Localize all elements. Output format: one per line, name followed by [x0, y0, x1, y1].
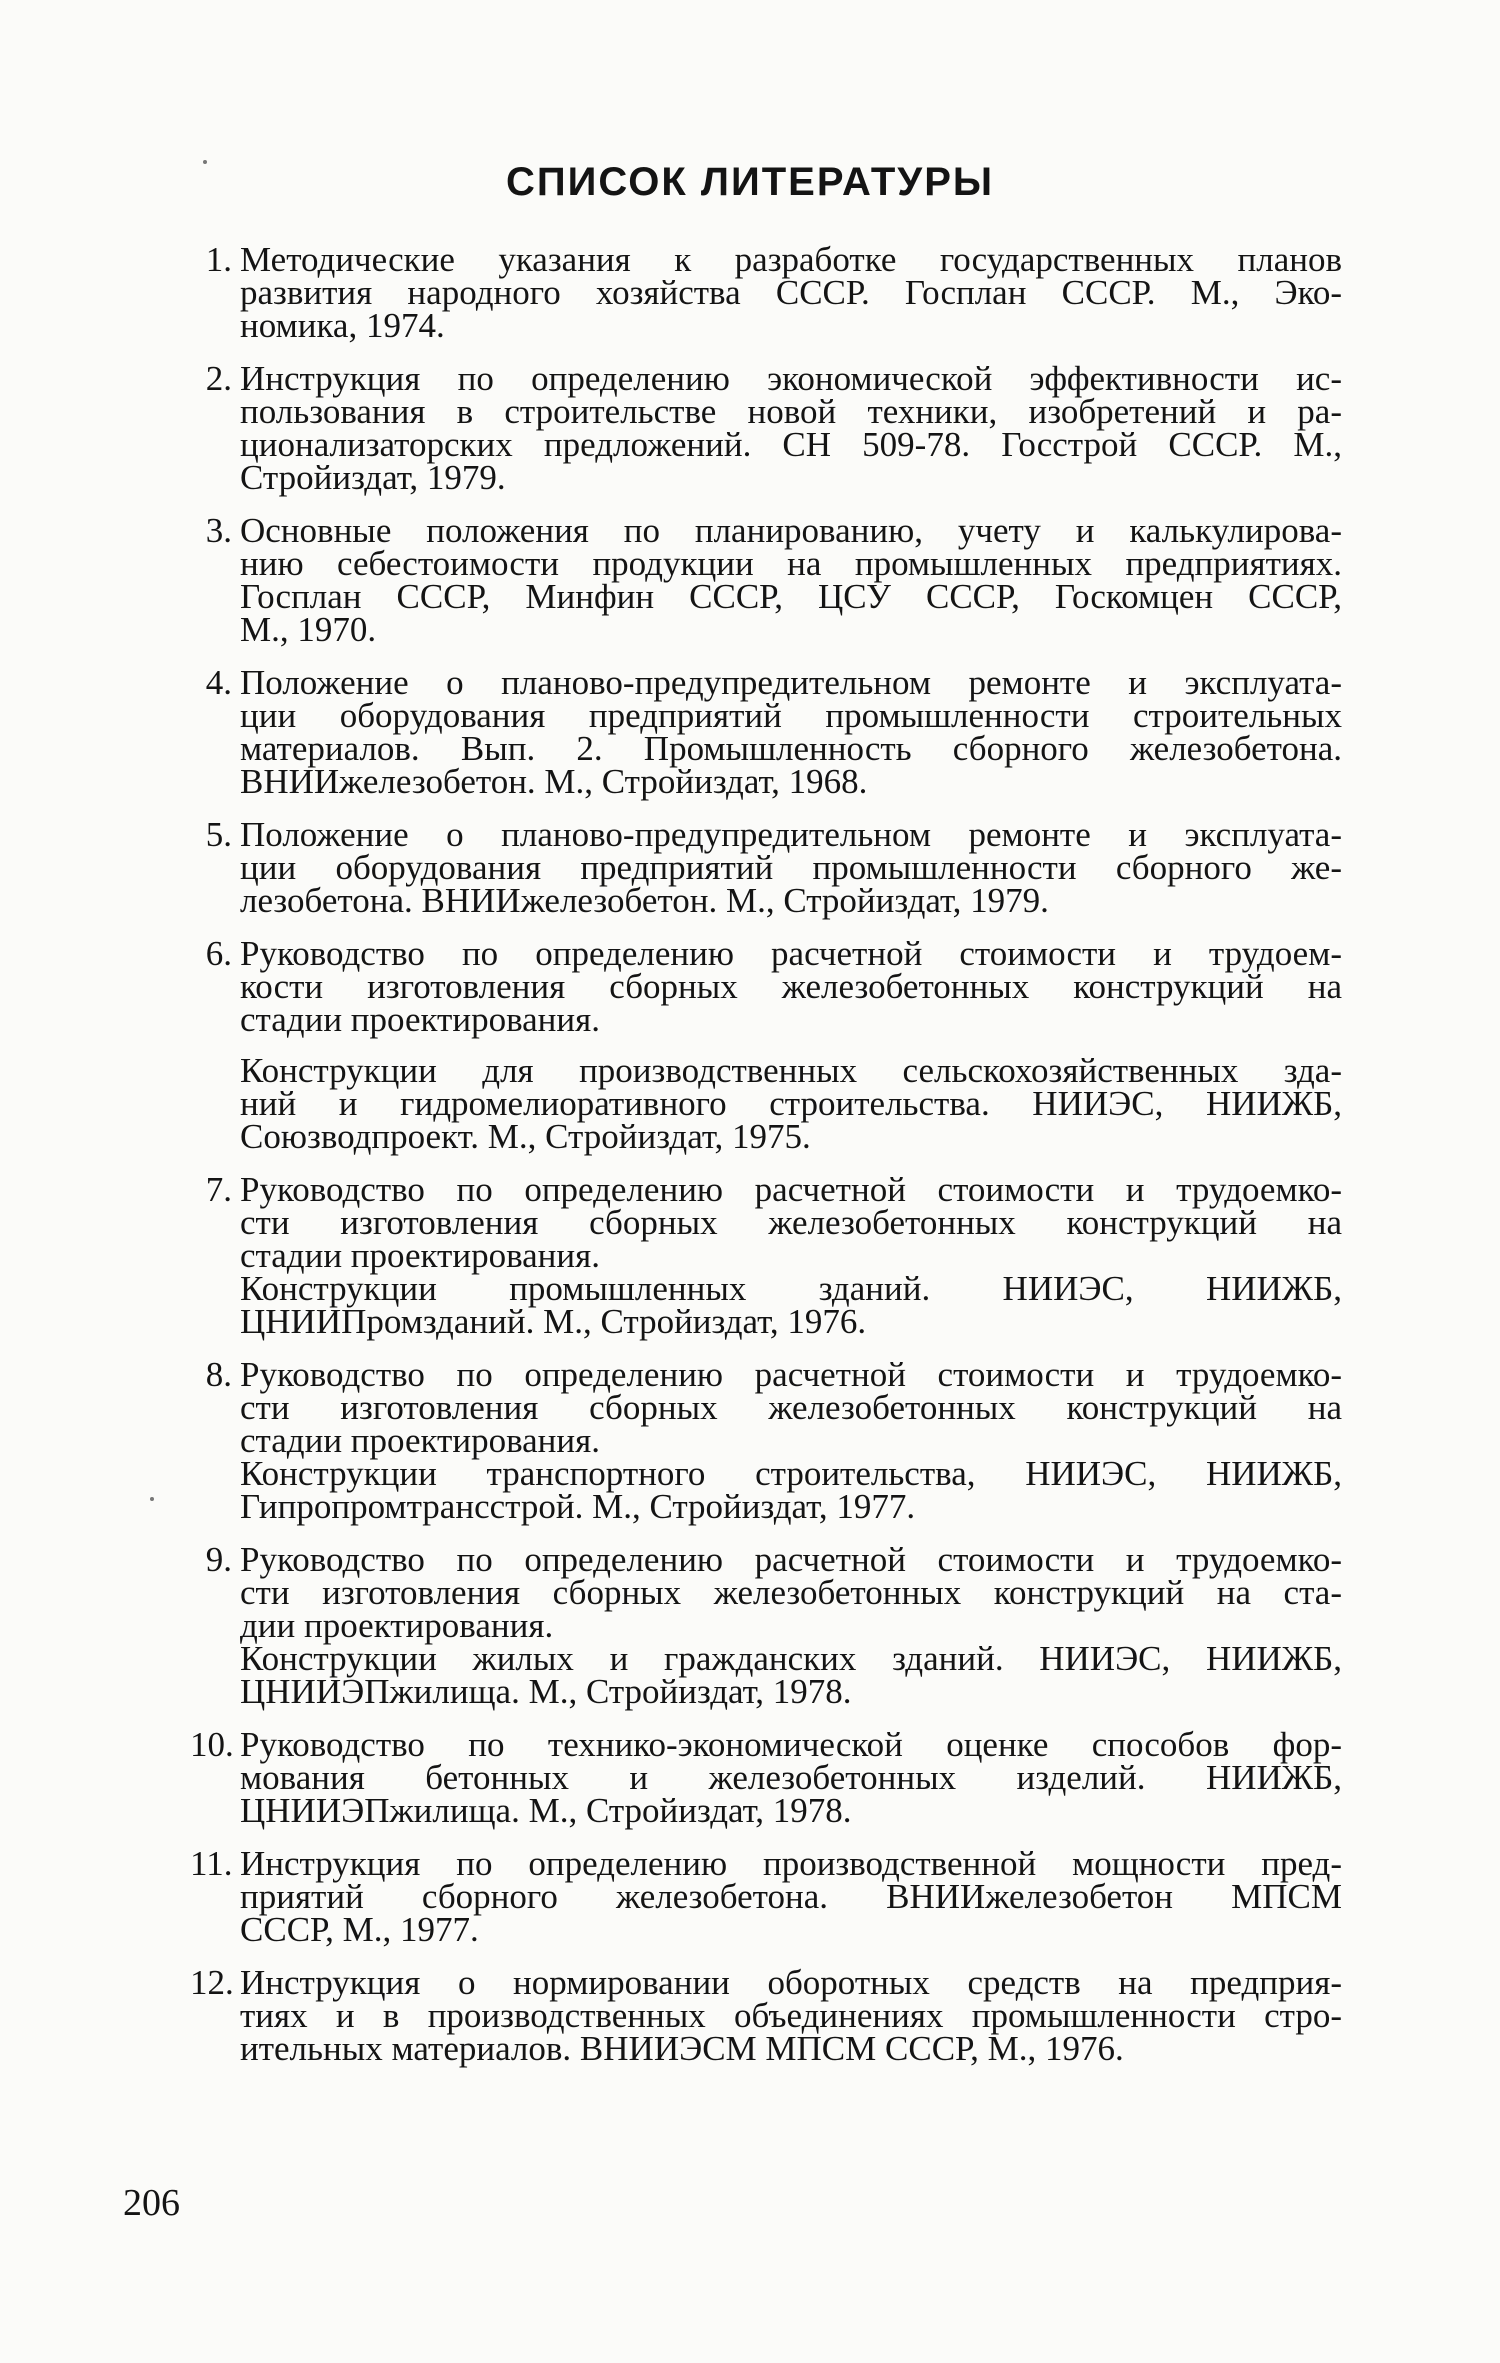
- reference-number: 6.: [205, 934, 232, 973]
- reference-text-line: ЦНИИЭПжилища. М., Стройиздат, 1978.: [240, 1672, 852, 1711]
- reference-number: 1.: [205, 240, 232, 279]
- reference-entry: [205, 511, 1342, 649]
- reference-text-line: Методические указания к разработке государственных планов: [240, 240, 1342, 279]
- reference-text-line: дии проектирования.: [240, 1606, 554, 1645]
- reference-subnote-line: Конструкции для производственных сельскохозяйственных зда-: [240, 1051, 1342, 1090]
- reference-text-line: Руководство по определению расчетной стоимости и трудоемко-: [240, 1170, 1342, 1209]
- page-title: СПИСОК ЛИТЕРАТУРЫ: [505, 160, 995, 204]
- reference-text-line: Положение о планово-предупредительном ремонте и эксплуата-: [240, 815, 1342, 854]
- reference-text-line: Гипропромтрансстрой. М., Стройиздат, 1977.: [240, 1487, 916, 1526]
- reference-text-line: М., 1970.: [240, 610, 377, 649]
- reference-text-line: материалов. Вып. 2. Промышленность сборного железобетона.: [240, 729, 1342, 768]
- reference-text-line: Руководство по определению расчетной стоимости и трудоемко-: [240, 1355, 1342, 1394]
- reference-text-line: сти изготовления сборных железобетонных конструкций на: [240, 1203, 1342, 1242]
- reference-text-line: тиях и в производственных объединениях промышленности стро-: [240, 1996, 1342, 2035]
- reference-number: 2.: [205, 359, 232, 398]
- reference-number: 10.: [190, 1725, 234, 1764]
- reference-number: 4.: [205, 663, 232, 702]
- reference-number: 12.: [190, 1963, 234, 2002]
- reference-text-line: сти изготовления сборных железобетонных конструкций на ста-: [240, 1573, 1342, 1612]
- reference-entry: [205, 815, 1342, 920]
- reference-text-line: Инструкция о нормировании оборотных средств на предприя-: [240, 1963, 1342, 2002]
- reference-text-line: Руководство по определению расчетной стоимости и трудоемко-: [240, 1540, 1342, 1579]
- references-list: [190, 240, 1342, 2085]
- reference-entry: [190, 1844, 1342, 1949]
- reference-entry: [205, 1170, 1342, 1341]
- reference-number: 3.: [205, 511, 232, 550]
- reference-subnote-line: ний и гидромелиоративного строительства. НИИЭС, НИИЖБ,: [240, 1084, 1342, 1123]
- reference-entry: [205, 1355, 1342, 1526]
- reference-text-line: ительных материалов. ВНИИЭСМ МПСМ СССР, М., 1976.: [240, 2029, 1124, 2068]
- reference-number: 5.: [205, 815, 232, 854]
- reference-text-line: кости изготовления сборных железобетонных конструкций на: [240, 967, 1342, 1006]
- reference-text-line: ции оборудования предприятий промышленности сборного же-: [240, 848, 1342, 887]
- reference-number: 11.: [190, 1844, 233, 1883]
- scan-speck: [150, 1497, 154, 1501]
- reference-text-line: ционализаторских предложений. СН 509-78. Госстрой СССР. М.,: [240, 425, 1342, 464]
- reference-text-line: пользования в строительстве новой техники, изобретений и ра-: [240, 392, 1342, 431]
- reference-text-line: Стройиздат, 1979.: [240, 458, 506, 497]
- page-number: 206: [123, 2182, 180, 2224]
- reference-text-line: нию себестоимости продукции на промышленных предприятиях.: [240, 544, 1342, 583]
- reference-entry: [190, 1725, 1342, 1830]
- reference-text-line: Инструкция по определению производственной мощности пред-: [240, 1844, 1342, 1883]
- reference-text-line: стадии проектирования.: [240, 1421, 600, 1460]
- reference-text-line: Руководство по определению расчетной стоимости и трудоем-: [240, 934, 1342, 973]
- reference-text-line: Руководство по технико-экономической оценке способов фор-: [240, 1725, 1342, 1764]
- reference-text-line: сти изготовления сборных железобетонных конструкций на: [240, 1388, 1342, 1427]
- reference-number: 9.: [205, 1540, 232, 1579]
- reference-text-line: мования бетонных и железобетонных изделий. НИИЖБ,: [240, 1758, 1342, 1797]
- reference-number: 7.: [205, 1170, 232, 1209]
- reference-text-line: ЦНИИЭПжилища. М., Стройиздат, 1978.: [240, 1791, 852, 1830]
- reference-number: 8.: [205, 1355, 232, 1394]
- reference-text-line: Инструкция по определению экономической эффективности ис-: [240, 359, 1342, 398]
- reference-entry: [205, 663, 1342, 801]
- reference-text-line: стадии проектирования.: [240, 1236, 600, 1275]
- reference-subnote-line: Союзводпроект. М., Стройиздат, 1975.: [240, 1117, 811, 1156]
- reference-text-line: ЦНИИПромзданий. М., Стройиздат, 1976.: [240, 1302, 867, 1341]
- reference-entry: [205, 1540, 1342, 1711]
- reference-text-line: Госплан СССР, Минфин СССР, ЦСУ СССР, Госкомцен СССР,: [240, 577, 1342, 616]
- reference-text-line: ВНИИжелезобетон. М., Стройиздат, 1968.: [240, 762, 868, 801]
- reference-entry: [205, 240, 1342, 345]
- reference-entry: [205, 934, 1342, 1156]
- reference-entry: [190, 1963, 1342, 2068]
- reference-entry: [205, 359, 1342, 497]
- reference-text-line: развития народного хозяйства СССР. Госплан СССР. М., Эко-: [240, 273, 1342, 312]
- reference-text-line: Конструкции жилых и гражданских зданий. НИИЭС, НИИЖБ,: [240, 1639, 1342, 1678]
- reference-text-line: ции оборудования предприятий промышленности строительных: [240, 696, 1342, 735]
- reference-text-line: Конструкции транспортного строительства, НИИЭС, НИИЖБ,: [240, 1454, 1342, 1493]
- reference-text-line: Положение о планово-предупредительном ремонте и эксплуата-: [240, 663, 1342, 702]
- reference-subnote: [240, 1051, 1342, 1156]
- reference-text-line: приятий сборного железобетона. ВНИИжелезобетон МПСМ: [240, 1877, 1342, 1916]
- reference-text-line: лезобетона. ВНИИжелезобетон. М., Стройиздат, 1979.: [240, 881, 1049, 920]
- reference-text-line: Конструкции промышленных зданий. НИИЭС, НИИЖБ,: [240, 1269, 1342, 1308]
- reference-text-line: стадии проектирования.: [240, 1000, 600, 1039]
- reference-text-line: номика, 1974.: [240, 306, 445, 345]
- reference-text-line: СССР, М., 1977.: [240, 1910, 479, 1949]
- reference-text-line: Основные положения по планированию, учету и калькулирова-: [240, 511, 1342, 550]
